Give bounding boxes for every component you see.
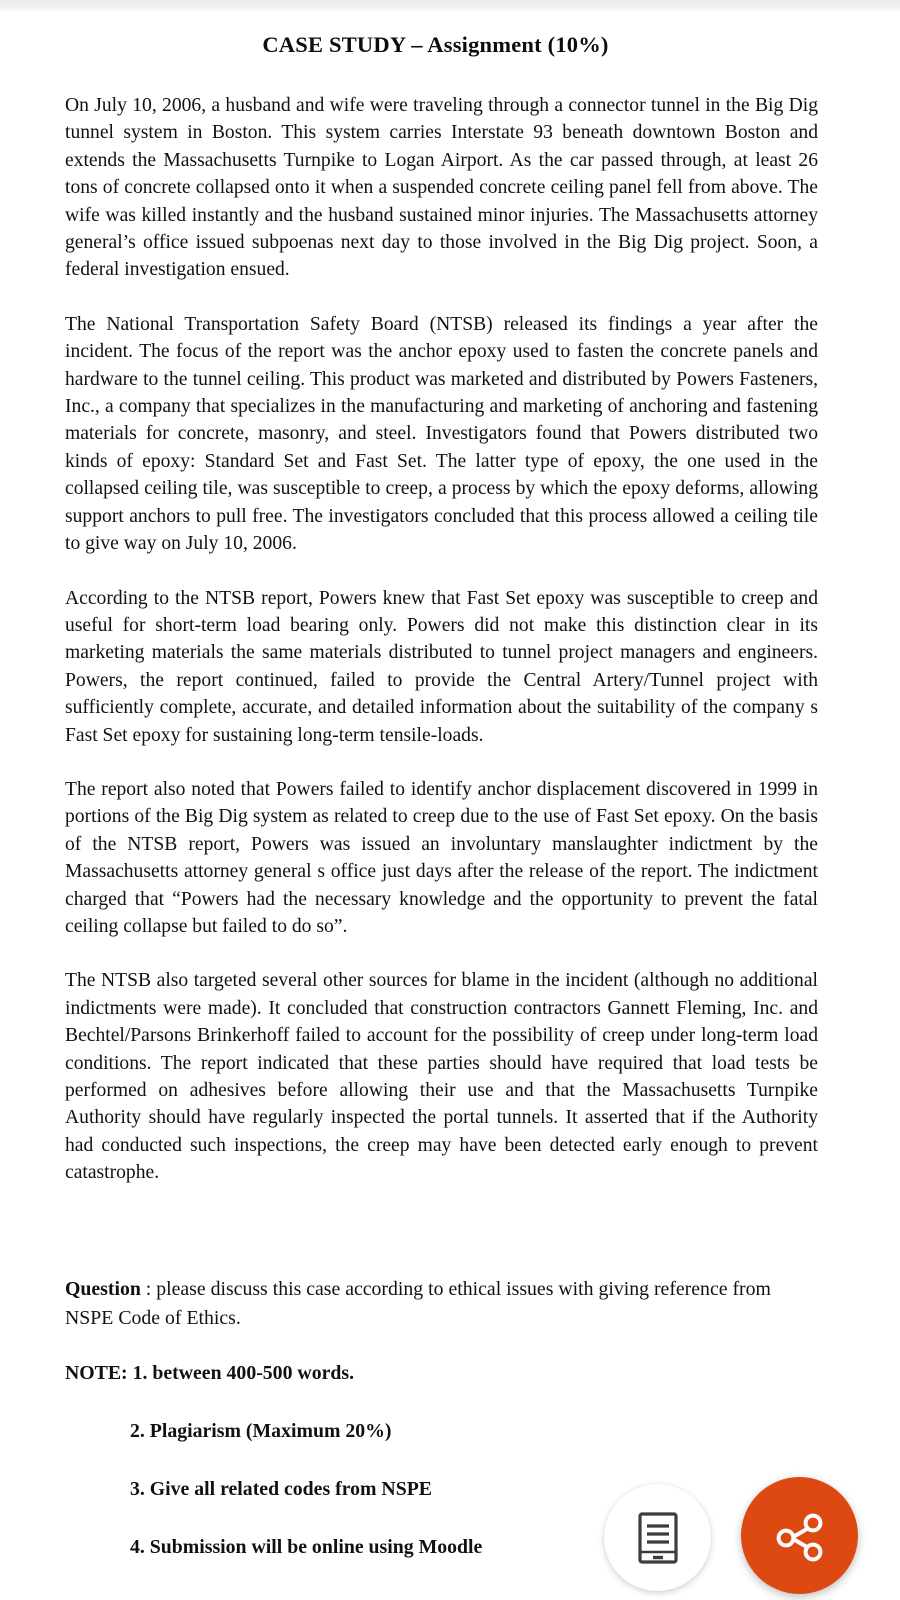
paragraph-3: According to the NTSB report, Powers knew that Fast Set epoxy was susceptible to creep and useful for short-term load bearing only. Powers did not make this distinction clear in its marketing materials the same materials distributed to tunnel project managers and engineers. Powers, the report continued, failed to provide the Central Artery/Tunnel project with sufficiently complete, accurate, and detailed information about the suitability of the company s Fast Set epoxy for sustaining long-term tensile-loads. (65, 587, 818, 746)
document-content (0, 12, 900, 1562)
note-item-4: 4. Submission will be online using Moodle (130, 1535, 483, 1558)
paragraph-5: The NTSB also targeted several other sources for blame in the incident (although no additional indictments were made). It concluded that construction contractors Gannett Fleming, Inc. and Bechtel/Parsons Brinkerhoff failed to account for the possibility of creep under long-term load conditions. The report indicated that these parties should have required that load tests be performed on adhesives before allowing their use and that the Massachusetts Turnpike Authority should have regularly inspected the portal tunnels. It asserted that if the Authority had conducted such inspections, the creep may have been detected early enough to prevent catastrophe. (65, 970, 818, 1184)
page-title: CASE STUDY – Assignment (10%) (262, 32, 609, 57)
share-icon (775, 1510, 825, 1562)
document-page (0, 12, 900, 1600)
question-line (65, 1275, 818, 1333)
question-text: : please discuss this case according to ethical issues with giving reference from NSPE Code of Ethics. (65, 1277, 771, 1329)
status-bar-strip (0, 0, 900, 7)
paragraph-2: The National Transportation Safety Board (NTSB) released its findings a year after the incident. The focus of the report was the anchor epoxy used to fasten the concrete panels and hardware to the tunnel ceiling. This product was marketed and distributed by Powers Fasteners, Inc., a company that specializes in the manufacturing and marketing of anchoring and fastening materials for concrete, masonry, and steel. Investigators found that Powers distributed two kinds of epoxy: Standard Set and Fast Set. The latter type of epoxy, the one used in the collapsed ceiling tile, was susceptible to creep, a process by which the epoxy deforms, allowing support anchors to pull free. The investigators concluded that this process allowed a ceiling tile to give way on July 10, 2006. (65, 313, 818, 555)
share-button[interactable] (741, 1477, 858, 1594)
paragraph-1: On July 10, 2006, a husband and wife were traveling through a connector tunnel in the Big Dig tunnel system in Boston. This system carries Interstate 93 beneath downtown Boston and extends the Massachusetts Turnpike to Logan Airport. As the car passed through, at least 26 tons of concrete collapsed onto it when a suspended concrete ceiling panel fell from above. The wife was killed instantly and the husband sustained minor injuries. The Massachusetts attorney general’s office issued subpoenas next day to those involved in the Big Dig project. Soon, a federal investigation ensued. (65, 95, 818, 281)
note-first-line: NOTE: 1. between 400-500 words. (65, 1361, 355, 1384)
question-label: Question (65, 1277, 141, 1300)
note-item-3: 3. Give all related codes from NSPE (130, 1477, 432, 1500)
document-icon (638, 1512, 678, 1564)
paragraph-4: The report also noted that Powers failed to identify anchor displacement discovered in 1999 in portions of the Big Dig system as related to creep due to the use of Fast Set epoxy. On the basis of the NTSB report, Powers was issued an involuntary manslaughter indictment by the Massachusetts attorney general s office just days after the release of the report. The indictment charged that “Powers had the necessary knowledge and the opportunity to prevent the fatal ceiling collapse but failed to do so”. (65, 778, 818, 937)
document-view-button[interactable] (604, 1484, 711, 1591)
note-item-2: 2. Plagiarism (Maximum 20%) (130, 1419, 392, 1442)
